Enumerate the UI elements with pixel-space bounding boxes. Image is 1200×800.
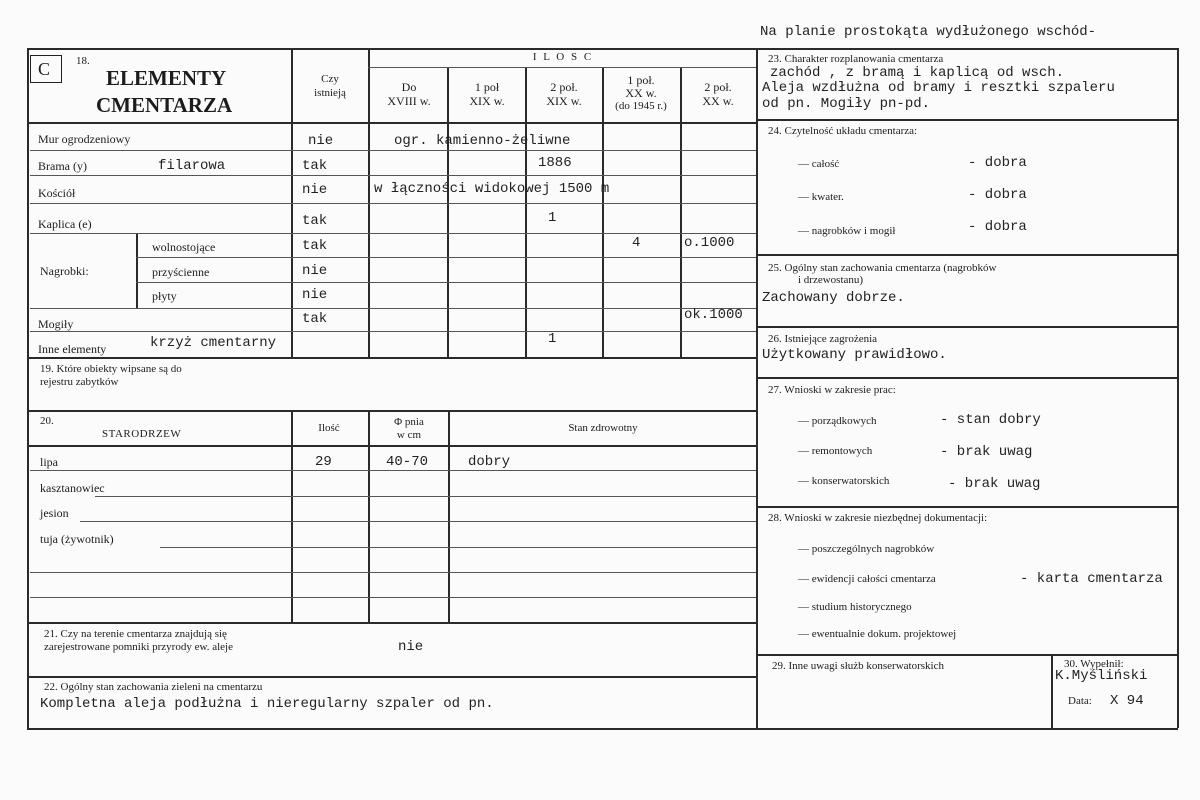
row-wolno-label: wolnostojące [152,240,216,254]
col-period-3: 2 poł. XIX w. [546,80,582,108]
section27-value-2: - brak uwag [940,444,1033,460]
section21-value: nie [398,639,424,655]
row-nagrobki-label: Nagrobki: [40,264,89,278]
col-period-4: 1 poł. XX w. (do 1945 r.) [615,73,667,112]
row-kosciol-exists: nie [302,182,328,198]
section30-date: X 94 [1110,693,1144,709]
section24-heading: 24. Czytelność układu cmentarza: [768,125,918,137]
section27-value-1: - stan dobry [940,412,1041,428]
section24-value-2: - dobra [968,187,1027,203]
col-period-1: Do XVIII w. [387,80,431,108]
row-brama-p3: 1886 [538,155,572,171]
section22-value: Kompletna aleja podłużna i nieregularny szpaler od pn. [40,696,494,712]
section18-number: 18. [76,55,90,67]
row-mogily-exists: tak [302,311,328,327]
col-header-exists: Czy istnieją [314,73,346,99]
col-tree-qty: Ilość [318,422,340,434]
row-inne-label: Inne elementy [38,342,107,356]
section27-value-3: - brak uwag [948,476,1041,492]
row-plyty-label: płyty [152,289,177,303]
row-przysc-label: przyścienne [152,265,210,279]
row-wolno-p4: 4 [632,235,641,251]
section26-heading: 26. Istniejące zagrożenia [768,333,878,345]
row-wolno-p5: o.1000 [684,235,735,251]
tree-diam-1: 40-70 [386,454,429,470]
row-wolno-exists: tak [302,238,328,254]
section-badge: C [30,55,62,83]
section29-heading: 29. Inne uwagi służb konserwatorskich [772,660,944,672]
section26-value: Użytkowany prawidłowo. [762,347,947,363]
section20-number: 20. [40,415,54,427]
section24-item-2: — kwater. [798,191,844,203]
section30-name: K.Myśliński [1055,668,1148,684]
section27-item-3: — konserwatorskich [798,475,890,487]
row-brama-desc: filarowa [158,158,226,174]
col-period-5: 2 poł. XX w. [702,80,734,108]
tree-name-1: lipa [40,455,58,469]
row-plyty-exists: nie [302,287,328,303]
form-right-border [1177,48,1179,728]
section27-item-1: — porządkowych [798,415,877,427]
row-kosciol-note: w łączności widokowej 1500 m [374,181,610,197]
form-left-border [27,48,29,728]
section28-item-1: — poszczególnych nagrobków [798,543,935,555]
section28-value-2: - karta cmentarza [1020,571,1163,587]
section24-item-1: — całość [798,158,840,170]
section28-item-4: — ewentualnie dokum. projektowej [798,628,957,640]
section20-title: STARODRZEW [102,428,182,440]
section23-line-2: Aleja wzdłużna od bramy i resztki szpaleru [762,80,1115,96]
section27-item-2: — remontowych [798,445,873,457]
section23-line-1: zachód , z bramą i kaplicą od wsch. [770,65,1065,81]
row-brama-exists: tak [302,158,328,174]
section23-line-3: od pn. Mogiły pn-pd. [762,96,931,112]
section18-title-1: ELEMENTY [106,66,227,90]
row-kaplica-label: Kaplica (e) [38,217,92,231]
section28-item-2: — ewidencji całości cmentarza [798,573,936,585]
col-header-ilosc: I L O S C [532,51,594,63]
section25-heading: 25. Ogólny stan zachowania cmentarza (nagrobków i drzewostanu) [768,262,997,286]
form-bottom-border [27,728,1178,730]
col-period-2: 1 poł XIX w. [469,80,505,108]
row-przysc-exists: nie [302,263,328,279]
row-inne-p3: 1 [548,331,557,347]
tree-name-2: kasztanowiec [40,481,105,495]
top-continuation-note: Na planie prostokąta wydłużonego wschód- [760,24,1097,40]
row-kaplica-p3: 1 [548,210,557,226]
column-divider [756,48,758,728]
row-mur-exists: nie [308,133,334,149]
section24-value-3: - dobra [968,219,1027,235]
tree-name-3: jesion [40,506,69,520]
col-tree-health: Stan zdrowotny [568,422,638,434]
section19-heading: 19. Które obiekty wipsane są do rejestru zabytków [40,363,182,388]
row-brama-label: Brama (y) [38,159,87,173]
section22-heading: 22. Ogólny stan zachowania zieleni na cmentarzu [44,681,263,693]
section27-heading: 27. Wnioski w zakresie prac: [768,384,896,396]
section21-heading: 21. Czy na terenie cmentarza znajdują się zarejestrowane pomniki przyrody ew. aleje [44,628,233,653]
col-tree-diam: Φ pnia w cm [394,416,424,441]
section28-item-3: — studium historycznego [798,601,912,613]
section30-date-label: Data: [1068,695,1092,707]
row-kosciol-label: Kościół [38,186,76,200]
tree-health-1: dobry [468,454,511,470]
section25-value: Zachowany dobrze. [762,290,905,306]
row-mur-note: ogr. kamienno-żeliwne [394,133,571,149]
row-kaplica-exists: tak [302,213,328,229]
form-top-border [27,48,1177,50]
section23-heading: 23. Charakter rozplanowania cmentarza [768,53,944,65]
tree-qty-1: 29 [315,454,332,470]
row-mur-label: Mur ogrodzeniowy [38,132,131,146]
row-mogily-p5: ok.1000 [684,307,743,323]
row-inne-note: krzyż cmentarny [150,335,277,351]
section30-heading: 30. Wypełnił: [1064,658,1124,670]
tree-name-4: tuja (żywotnik) [40,532,114,546]
section18-title-2: CMENTARZA [96,93,233,117]
section28-heading: 28. Wnioski w zakresie niezbędnej dokumentacji: [768,512,988,524]
section24-item-3: — nagrobków i mogił [798,225,896,237]
row-mogily-label: Mogiły [38,317,74,331]
section24-value-1: - dobra [968,155,1027,171]
